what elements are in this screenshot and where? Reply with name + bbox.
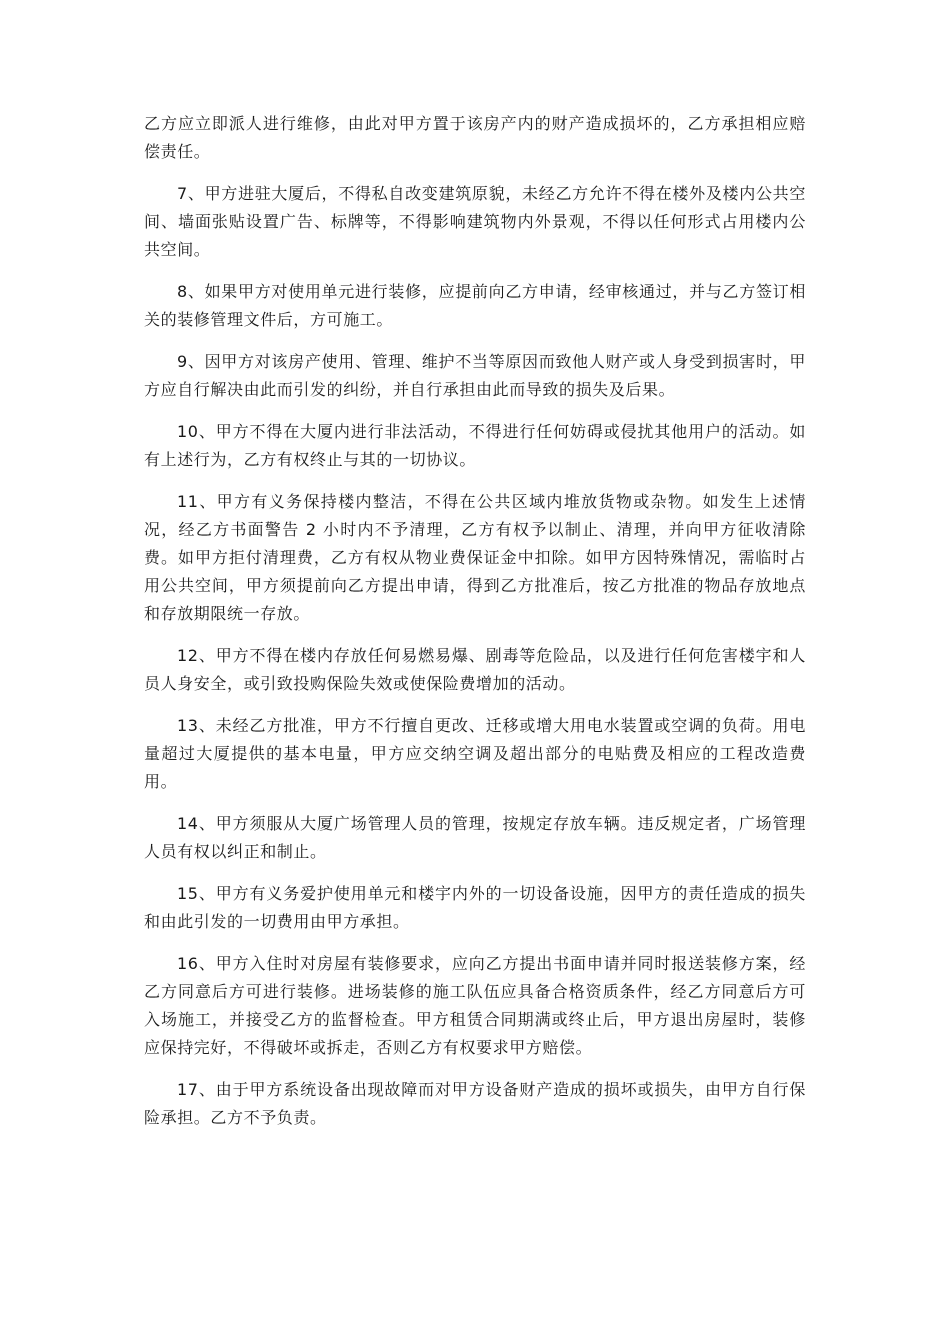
clause-10: 10、甲方不得在大厦内进行非法活动，不得进行任何妨碍或侵扰其他用户的活动。如有上述行为，乙方有权终止与其的一切协议。 bbox=[144, 422, 806, 469]
clause-13: 13、未经乙方批准，甲方不行擅自更改、迁移或增大用电水装置或空调的负荷。用电量超过大厦提供的基本电量，甲方应交纳空调及超出部分的电贴费及相应的工程改造费用。 bbox=[144, 716, 806, 791]
clause-14: 14、甲方须服从大厦广场管理人员的管理，按规定存放车辆。违反规定者，广场管理人员有权以纠正和制止。 bbox=[144, 814, 806, 861]
clause-7: 7、甲方进驻大厦后，不得私自改变建筑原貌，未经乙方允许不得在楼外及楼内公共空间、墙面张贴设置广告、标牌等，不得影响建筑物内外景观，不得以任何形式占用楼内公共空间。 bbox=[144, 184, 806, 259]
clause-16: 16、甲方入住时对房屋有装修要求，应向乙方提出书面申请并同时报送装修方案，经乙方同意后方可进行装修。进场装修的施工队伍应具备合格资质条件，经乙方同意后方可入场施工，并接受乙方的监督检查。甲方租赁合同期满或终止后，甲方退出房屋时，装修应保持完好，不得破坏或拆走，否则乙方有权要求甲方赔偿。 bbox=[144, 954, 806, 1057]
clause-17: 17、由于甲方系统设备出现故障而对甲方设备财产造成的损坏或损失，由甲方自行保险承担。乙方不予负责。 bbox=[144, 1080, 806, 1127]
clause-9: 9、因甲方对该房产使用、管理、维护不当等原因而致他人财产或人身受到损害时，甲方应自行解决由此而引发的纠纷，并自行承担由此而导致的损失及后果。 bbox=[144, 352, 806, 399]
clause-12: 12、甲方不得在楼内存放任何易燃易爆、剧毒等危险品，以及进行任何危害楼宇和人员人身安全，或引致投购保险失效或使保险费增加的活动。 bbox=[144, 646, 806, 693]
clause-8: 8、如果甲方对使用单元进行装修，应提前向乙方申请，经审核通过，并与乙方签订相关的装修管理文件后，方可施工。 bbox=[144, 282, 806, 329]
clause-15: 15、甲方有义务爱护使用单元和楼宇内外的一切设备设施，因甲方的责任造成的损失和由此引发的一切费用由甲方承担。 bbox=[144, 884, 806, 931]
paragraph-continuation: 乙方应立即派人进行维修，由此对甲方置于该房产内的财产造成损坏的，乙方承担相应赔偿责任。 bbox=[144, 114, 806, 161]
clause-11: 11、甲方有义务保持楼内整洁，不得在公共区域内堆放货物或杂物。如发生上述情况，经乙方书面警告 2 小时内不予清理，乙方有权予以制止、清理，并向甲方征收清除费。如甲方拒付清理费，乙方有权从物业费保证金中扣除。如甲方因特殊情况，需临时占用公共空间，甲方须提前向乙方提出申请，得到乙方批准后，按乙方批准的物品存放地点和存放期限统一存放。 bbox=[144, 492, 806, 623]
document-body bbox=[144, 110, 806, 1146]
